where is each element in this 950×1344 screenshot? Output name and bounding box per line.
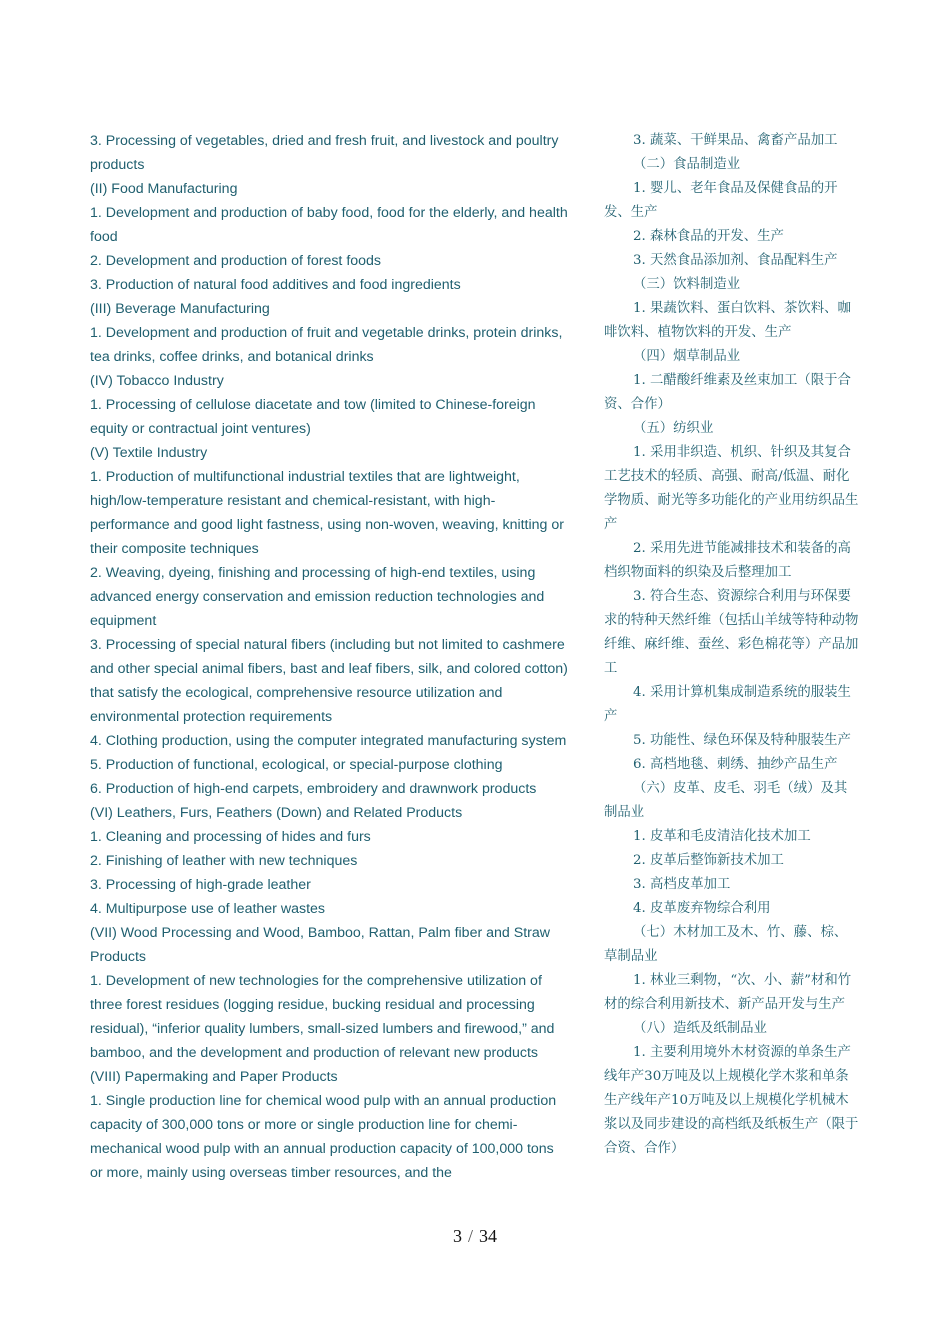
chinese-paragraph: 3. 高档皮革加工: [633, 877, 731, 892]
english-paragraph: 1. Single production line for chemical wood pulp with an annual production capacity of 300,000 tons or more or single production line for chemi-mechanical wood pulp with an annual production capacity of 100,000 tons or more, mainly using overseas timber resources, and the: [90, 1093, 557, 1181]
english-paragraph: 1. Production of multifunctional industrial textiles that are lightweight, high/low-temperature resistant and chemical-resistant, with high-performance and good light fastness, using non-woven, weaving, knitting or their composite techniques: [90, 469, 564, 557]
chinese-paragraph: 6. 高档地毯、刺绣、抽纱产品生产: [633, 757, 838, 772]
chinese-paragraph: 1. 林业三剩物，“次、小、薪”材和竹材的综合利用新技术、新产品开发与生产: [604, 973, 852, 1012]
english-paragraph: 2. Finishing of leather with new techniques: [90, 853, 358, 869]
chinese-paragraph: （七）木材加工及木、竹、藤、棕、草制品业: [604, 925, 848, 964]
chinese-paragraph: 3. 符合生态、资源综合利用与环保要求的特种天然纤维（包括山羊绒等特种动物纤维、麻纤维、蚕丝、彩色棉花等）产品加工: [604, 589, 859, 676]
chinese-paragraph: 2. 皮革后整饰新技术加工: [633, 853, 784, 868]
chinese-paragraph: 3. 天然食品添加剂、食品配料生产: [633, 253, 838, 268]
english-paragraph: 6. Production of high-end carpets, embroidery and drawnwork products: [90, 781, 537, 797]
page-separator: /: [467, 1226, 473, 1246]
english-paragraph: 3. Processing of vegetables, dried and fresh fruit, and livestock and poultry products: [90, 133, 559, 173]
chinese-paragraph: 4. 采用计算机集成制造系统的服装生产: [604, 685, 851, 724]
chinese-paragraph: （四）烟草制品业: [633, 349, 741, 364]
english-paragraph: (III) Beverage Manufacturing: [90, 301, 270, 317]
english-paragraph: 1. Cleaning and processing of hides and furs: [90, 829, 371, 845]
chinese-paragraph: 5. 功能性、绿色环保及特种服装生产: [633, 733, 851, 748]
chinese-paragraph: 2. 森林食品的开发、生产: [633, 229, 784, 244]
english-paragraph: 2. Weaving, dyeing, finishing and processing of high-end textiles, using advanced energy conservation and emission reduction technologies and equipment: [90, 565, 545, 629]
english-paragraph: 1. Development and production of baby food, food for the elderly, and health food: [90, 205, 568, 245]
english-paragraph: (VIII) Papermaking and Paper Products: [90, 1069, 338, 1085]
english-column: [90, 129, 568, 1185]
chinese-paragraph: 1. 果蔬饮料、蛋白饮料、茶饮料、咖啡饮料、植物饮料的开发、生产: [604, 301, 851, 340]
english-paragraph: 4. Clothing production, using the computer integrated manufacturing system: [90, 733, 567, 749]
english-paragraph: (V) Textile Industry: [90, 445, 208, 461]
page-number: [0, 1226, 950, 1247]
english-paragraph: (VI) Leathers, Furs, Feathers (Down) and Related Products: [90, 805, 463, 821]
english-paragraph: 1. Processing of cellulose diacetate and tow (limited to Chinese-foreign equity or contractual joint ventures): [90, 397, 536, 437]
chinese-paragraph: （三）饮料制造业: [633, 277, 741, 292]
english-paragraph: 4. Multipurpose use of leather wastes: [90, 901, 326, 917]
chinese-paragraph: 1. 皮革和毛皮清洁化技术加工: [633, 829, 811, 844]
english-paragraph: 3. Production of natural food additives and food ingredients: [90, 277, 461, 293]
english-paragraph: (II) Food Manufacturing: [90, 181, 238, 197]
english-paragraph: 3. Processing of special natural fibers (including but not limited to cashmere and other special animal fibers, bast and leaf fibers, silk, and colored cotton) that satisfy the ecological, comprehensive resource utilization and environmental protection requirements: [90, 637, 568, 725]
chinese-paragraph: 4. 皮革废弃物综合利用: [633, 901, 771, 916]
english-paragraph: (IV) Tobacco Industry: [90, 373, 224, 389]
chinese-paragraph: 3. 蔬菜、干鲜果品、禽畜产品加工: [633, 133, 838, 148]
chinese-paragraph: 1. 婴儿、老年食品及保健食品的开发、生产: [604, 181, 838, 220]
chinese-paragraph: （五）纺织业: [633, 421, 714, 436]
chinese-paragraph: （八）造纸及纸制品业: [633, 1021, 767, 1036]
total-pages: 34: [479, 1226, 497, 1246]
english-paragraph: 3. Processing of high-grade leather: [90, 877, 311, 893]
english-paragraph: 1. Development of new technologies for the comprehensive utilization of three forest residues (logging residue, bucking residual and processing residual), “inferior quality lumbers, small-sized lumbers and firewood,” and bamboo, and the development and production of relevant new products: [90, 973, 555, 1061]
chinese-paragraph: 2. 采用先进节能减排技术和装备的高档织物面料的织染及后整理加工: [604, 541, 851, 580]
current-page-number: 3: [452, 1226, 462, 1246]
english-paragraph: 5. Production of functional, ecological, or special-purpose clothing: [90, 757, 503, 773]
chinese-paragraph: （六）皮革、皮毛、羽毛（绒）及其制品业: [604, 781, 848, 820]
english-paragraph: 2. Development and production of forest foods: [90, 253, 382, 269]
chinese-paragraph: 1. 采用非织造、机织、针织及其复合工艺技术的轻质、高强、耐高/低温、耐化学物质、耐光等多功能化的产业用纺织品生产: [604, 445, 859, 532]
chinese-column: [604, 129, 860, 1161]
chinese-paragraph: 1. 主要利用境外木材资源的单条生产线年产30万吨及以上规模化学木浆和单条生产线年产10万吨及以上规模化学机械木浆以及同步建设的高档纸及纸板生产（限于合资、合作）: [604, 1045, 859, 1156]
english-paragraph: 1. Development and production of fruit and vegetable drinks, protein drinks, tea drinks, coffee drinks, and botanical drinks: [90, 325, 563, 365]
chinese-paragraph: 1. 二醋酸纤维素及丝束加工（限于合资、合作）: [604, 373, 851, 412]
chinese-paragraph: （二）食品制造业: [633, 157, 741, 172]
english-paragraph: (VII) Wood Processing and Wood, Bamboo, Rattan, Palm fiber and Straw Products: [90, 925, 551, 965]
